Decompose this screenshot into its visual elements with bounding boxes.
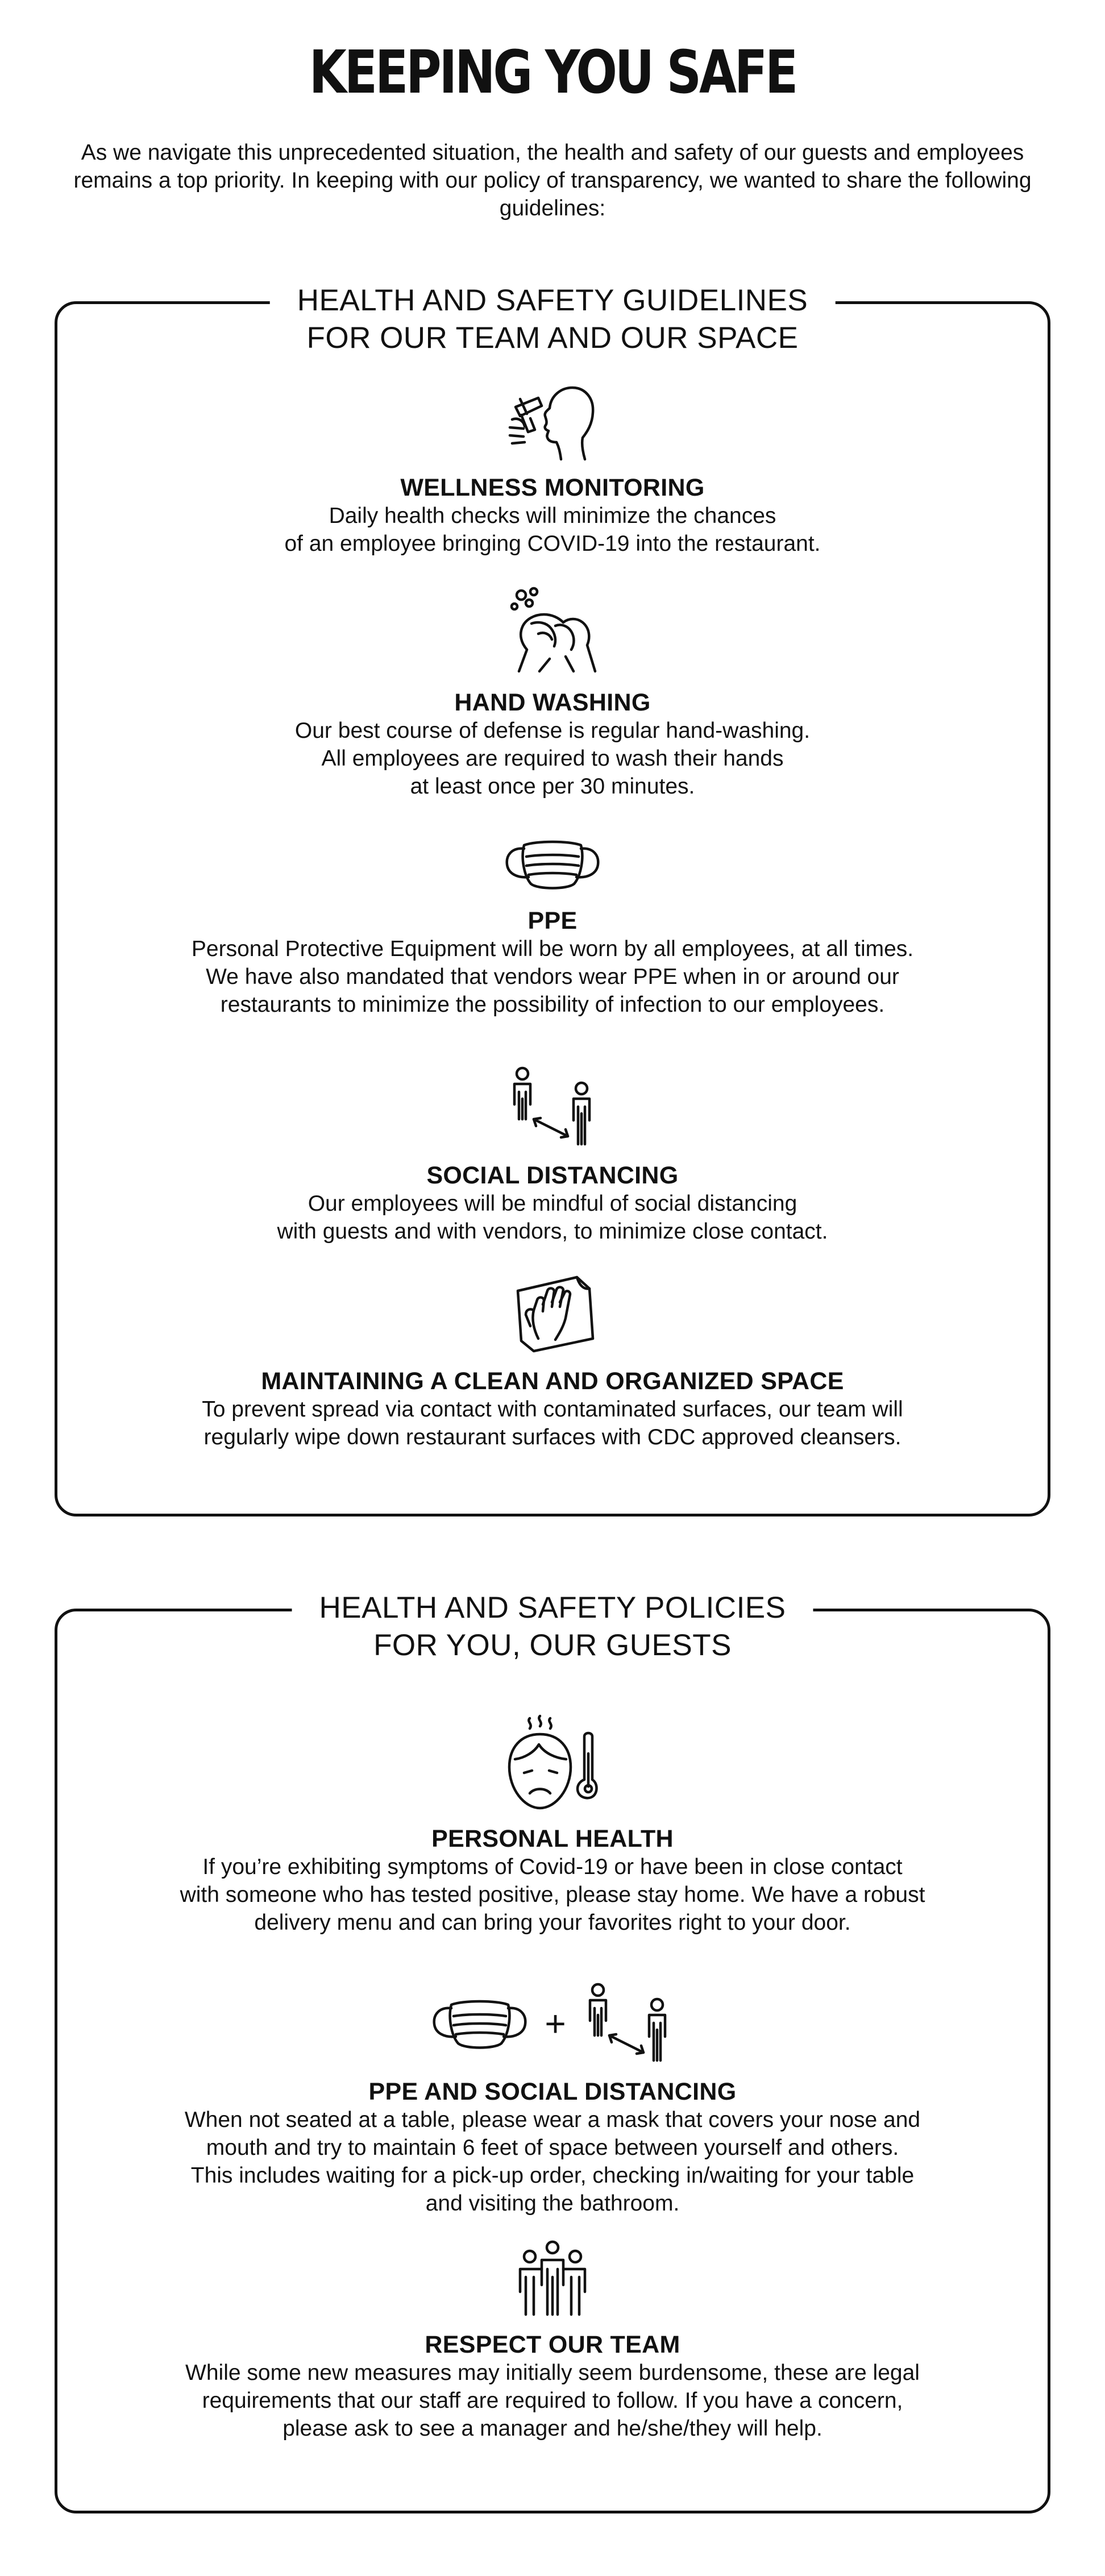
hand-washing-item bbox=[57, 586, 1048, 800]
text-line: at least once per 30 minutes. bbox=[410, 774, 695, 799]
clean-space-item bbox=[57, 1270, 1048, 1451]
personal-health-title: PERSONAL HEALTH bbox=[431, 1825, 674, 1852]
text-line: All employees are required to wash their hands bbox=[321, 746, 784, 771]
guest-heading-line1: HEALTH AND SAFETY POLICIES bbox=[319, 1591, 786, 1624]
personal-health-item bbox=[57, 1714, 1048, 1937]
text-line: with guests and with vendors, to minimize close contact. bbox=[277, 1219, 828, 1244]
team-heading-line1: HEALTH AND SAFETY GUIDELINES bbox=[297, 284, 808, 317]
text-line: To prevent spread via contact with contaminated surfaces, our team will bbox=[202, 1397, 903, 1422]
text-line: We have also mandated that vendors wear PPE when in or around our bbox=[206, 965, 899, 989]
team-guidelines-section bbox=[55, 284, 1050, 1516]
ppe-distancing-item bbox=[57, 1981, 1048, 2217]
plus-sign: + bbox=[545, 2003, 566, 2044]
text-line: of an employee bringing COVID-19 into the restaurant. bbox=[284, 531, 821, 556]
guest-policies-section bbox=[55, 1591, 1050, 2513]
text-line: and visiting the bathroom. bbox=[425, 2191, 680, 2216]
text-line: Daily health checks will minimize the chances bbox=[329, 504, 776, 528]
text-line: restaurants to minimize the possibility of infection to our employees. bbox=[220, 992, 885, 1017]
respect-team-text bbox=[57, 2359, 1048, 2442]
wellness-monitoring-title: WELLNESS MONITORING bbox=[400, 474, 705, 501]
hand-washing-text bbox=[57, 717, 1048, 800]
social-distancing-text bbox=[57, 1190, 1048, 1245]
face-mask-icon bbox=[429, 1992, 531, 2055]
text-line: This includes waiting for a pick-up order, checking in/waiting for your table bbox=[190, 2163, 915, 2188]
text-line: requirements that our staff are required to follow. If you have a concern, bbox=[202, 2388, 903, 2413]
text-line: delivery menu and can bring your favorites right to your door. bbox=[254, 1910, 851, 1935]
respect-team-title: RESPECT OUR TEAM bbox=[425, 2331, 680, 2358]
clean-space-title: MAINTAINING A CLEAN AND ORGANIZED SPACE bbox=[261, 1368, 844, 1395]
wiping-surface-icon bbox=[504, 1270, 601, 1356]
text-line: If you’re exhibiting symptoms of Covid-19 or have been in close contact bbox=[202, 1855, 903, 1879]
guest-heading-line2: FOR YOU, OUR GUESTS bbox=[373, 1628, 732, 1662]
page-title: KEEPING YOU SAFE bbox=[309, 38, 796, 107]
clean-space-text bbox=[57, 1395, 1048, 1451]
team-heading-line2: FOR OUR TEAM AND OUR SPACE bbox=[306, 321, 799, 355]
hand-washing-icon bbox=[504, 586, 601, 677]
wellness-monitoring-text bbox=[57, 502, 1048, 558]
text-line: please ask to see a manager and he/she/they will help. bbox=[283, 2416, 822, 2441]
wellness-monitoring-item bbox=[57, 381, 1048, 558]
text-line: Our best course of defense is regular hand-washing. bbox=[294, 718, 811, 743]
sick-face-thermometer-icon bbox=[501, 1714, 604, 1813]
ppe-item bbox=[57, 833, 1048, 1019]
text-line: When not seated at a table, please wear a mask that covers your nose and bbox=[184, 2108, 921, 2132]
face-mask-icon bbox=[501, 833, 604, 895]
ppe-text bbox=[57, 935, 1048, 1019]
text-line: mouth and try to maintain 6 feet of space between yourself and others. bbox=[206, 2135, 899, 2160]
temperature-check-icon bbox=[504, 381, 601, 463]
social-distancing-item bbox=[57, 1065, 1048, 1245]
ppe-distancing-text bbox=[57, 2106, 1048, 2217]
ppe-distancing-title: PPE AND SOCIAL DISTANCING bbox=[368, 2078, 737, 2105]
social-distancing-title: SOCIAL DISTANCING bbox=[426, 1162, 679, 1189]
text-line: Personal Protective Equipment will be worn by all employees, at all times. bbox=[191, 937, 914, 961]
ppe-title: PPE bbox=[527, 907, 578, 934]
intro-paragraph: As we navigate this unprecedented situation, the health and safety of our guests and employees remains a top priority. In keeping with our policy of transparency, we wanted to share the following guidelines: bbox=[73, 140, 1032, 221]
personal-health-text bbox=[57, 1853, 1048, 1937]
mask-plus-distancing-icon bbox=[57, 1981, 1048, 2066]
hand-washing-title: HAND WASHING bbox=[454, 689, 651, 716]
text-line: While some new measures may initially seem burdensome, these are legal bbox=[185, 2361, 920, 2385]
text-line: regularly wipe down restaurant surfaces with CDC approved cleansers. bbox=[203, 1425, 902, 1449]
social-distancing-icon bbox=[580, 1981, 676, 2066]
text-line: Our employees will be mindful of social distancing bbox=[308, 1191, 797, 1216]
team-section-heading bbox=[270, 282, 836, 357]
guest-section-heading bbox=[292, 1589, 813, 1664]
respect-team-item bbox=[57, 2240, 1048, 2442]
social-distancing-icon bbox=[504, 1065, 601, 1150]
team-group-icon bbox=[510, 2240, 595, 2319]
text-line: with someone who has tested positive, please stay home. We have a robust bbox=[180, 1883, 925, 1907]
